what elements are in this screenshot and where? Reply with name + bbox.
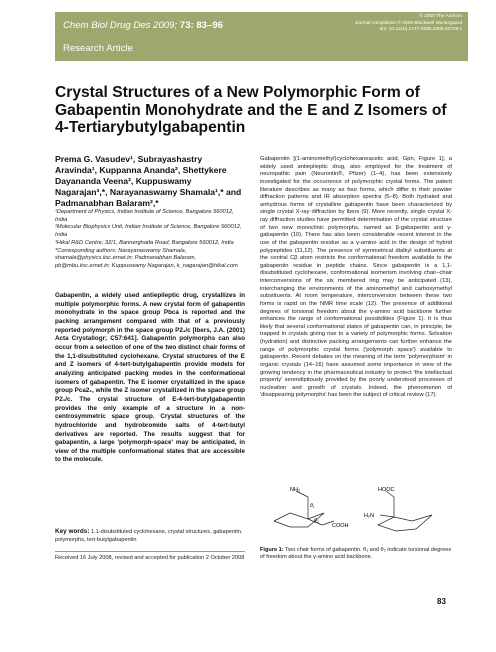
figure-caption <box>260 547 452 562</box>
affiliation: ²Molecular Biophysics Unit, Indian Institute of Science, Bangalore 560012, India <box>55 224 242 239</box>
author-list: Prema G. Vasudev¹, Subrayashastry Aravinda¹, Kuppanna Ananda², Shettykere Dayananda Veena², Kuppuswamy Nagarajan³,*, Narayanaswamy Shamala¹,* and Padmanabhan Balaram²,* <box>55 154 242 209</box>
keywords <box>55 528 245 544</box>
figure-label: H₂N <box>364 513 375 519</box>
copyright-line: © 2008 The Authors <box>419 14 462 19</box>
journal-citation <box>63 20 223 31</box>
keywords-text: 1,1-disubstituted cyclohexane, crystal structures, gabapentin, polymorphs, tert-butylgabapentin <box>55 529 243 543</box>
chair-form-left <box>274 491 334 527</box>
affiliations <box>55 209 245 271</box>
figure-label: COOH <box>332 523 349 529</box>
figure-1-chair-forms <box>260 485 452 537</box>
article-type: Research Article <box>63 43 133 54</box>
figure-label: θ₂ <box>314 518 319 524</box>
received-dates: Received 16 July 2008, revised and accepted for publication 2 October 2008 <box>55 551 245 563</box>
chair-form-right <box>378 491 432 531</box>
journal-name: Chem Biol Drug Des 2009; <box>63 20 178 31</box>
affiliation: ¹Department of Physics, Indian Institute of Science, Bangalore 560012, India <box>55 209 234 223</box>
figure-caption-text: Two chair forms of gabapentin. θ₁ and θ₂ indicate torsional degrees of freedom about the γ-amino acid backbone. <box>260 547 452 561</box>
figure-label: HOOC <box>378 487 395 493</box>
copyright-line: Journal compilation © 2008 Blackwell Munksgaard <box>354 20 462 26</box>
figure-label: θ₁ <box>310 503 315 509</box>
page-number: 83 <box>437 597 446 606</box>
paper-title: Crystal Structures of a New Polymorphic Form of Gabapentin Monohydrate and the E and Z Isomers of 4-Tertiarybutylgabapentin <box>55 84 447 136</box>
body-text: Gabapentin [(1-aminomethyl)cyclohexaneacetic acid, Gpn, Figure 1], a widely used antiepileptic drug, also employed for the treatment of neuropathic pain (Neurontin®, Pfizer) (1–4), has been extensively investigated for the occurrence of polymorphic crystal forms. The patent literature describes as many as four forms, which differ in their powder diffraction patterns and IR absorption spectra (5–8). Both hydrated and anhydrous forms of crystalline gabapentin have been characterized by single crystal X-ray diffraction by Ibers (9). More recently, single crystal X-ray diffraction studies have permitted determination of the crystal structure of two new monoclinic polymorphs, named as β-gabapentin and γ-gabapentin (10). There has also been considerable recent interest in the use of the gabapentin residue as a γ-amino acid in the design of hybrid polypeptides (11,12). The presence of symmetrical dialkyl substituents at the central Cβ atom restricts the conformational freedom available to the gabapentin residue in peptide chains. Since gabapentin is a 1,1-disubstituted cyclohexane, conformational isomerism involving chair–chair interconversions of the six membered ring may be anticipated (13), interchanging the environments of the aminomethyl and carboxymethyl substituents. At room temperature, interconversion between these two forms is rapid on the NMR time scale (12). The presence of additional degrees of torsional freedom about the γ-amino acid backbone further enhances the range of conformational possibilities (Figure 1). It is thus likely that several conformational states of gabapentin can, in principle, be trapped in crystals giving rise to a variety of polymorphic forms. Solvation (hydration) and distinctive packing arrangements can further enhance the range of polymorphic crystal forms ('polymorph space') available to gabapentin. Recent debates on the meaning of the term 'polymorphism' in organic crystals (14–16) have assumed some importance in view of the growing tendency in the pharmaceutical industry to protect 'the intellectual property' serendipitously provided by the poorly understood processes of nucleation and growth of crystals. Indeed, the phenomenon of 'disappearing polymorphs' has been the subject of critical review (17). <box>260 156 452 399</box>
figure-label: NH₂ <box>290 487 301 493</box>
copyright-block <box>292 14 462 34</box>
abstract: Gabapentin, a widely used antiepileptic drug, crystallizes in multiple polymorphic forms. A new crystal form of gabapentin monohydrate in the space group Pbca is reported and the packing arrangement compared with that of a previously reported polymorph in the space group P2₁/c [Ibers, J.A. (2001) Acta Crystallogr; C57:641]. Gabapentin polymorphs can also occur from a selection of one of the two distinct chair forms of the 1,1-disubstituted cyclohexane. Crystal structures of the E and Z isomers of 4-tert-butylgabapentin provide models for analyzing anticipated packing modes in the conformational isomers of gabapentin. The E isomer crystallized in the space group Pca2₁, while the Z isomer crystallized in the space group P2₁/c. The crystal structure of E-4-tert-butylgabapentin provides the only example of a structure in a non-centrosymmetric space group. Crystal structures of the hydrochloride and hydrobromide salts of 4-tert-butyl derivatives are reported. The results suggest that for gabapentin, a large 'polymorph-space' may be anticipated, in view of the multiple conformational states that are accessible to the molecule. <box>55 292 245 464</box>
figure-caption-label: Figure 1: <box>260 547 284 553</box>
corresponding-authors: *Corresponding authors: Narayanaswamy Shamala, shamala@physics.iisc.ernet.in; Padmanabhan Balaram, pb@mbu.iisc.ernet.in; Kuppuswamy Nagarajan, k_nagarajan@hikal.com <box>55 247 238 269</box>
doi-line: doi: 10.1111/j.1747-0285.2008.00728.x <box>379 27 462 33</box>
keywords-label: Key words: <box>55 528 90 535</box>
journal-volume: 73: 83–96 <box>179 20 224 31</box>
affiliation: ³Hikal R&D Centre, 32/1, Bannerghatta Road, Bangalore 560012, India <box>55 239 234 246</box>
